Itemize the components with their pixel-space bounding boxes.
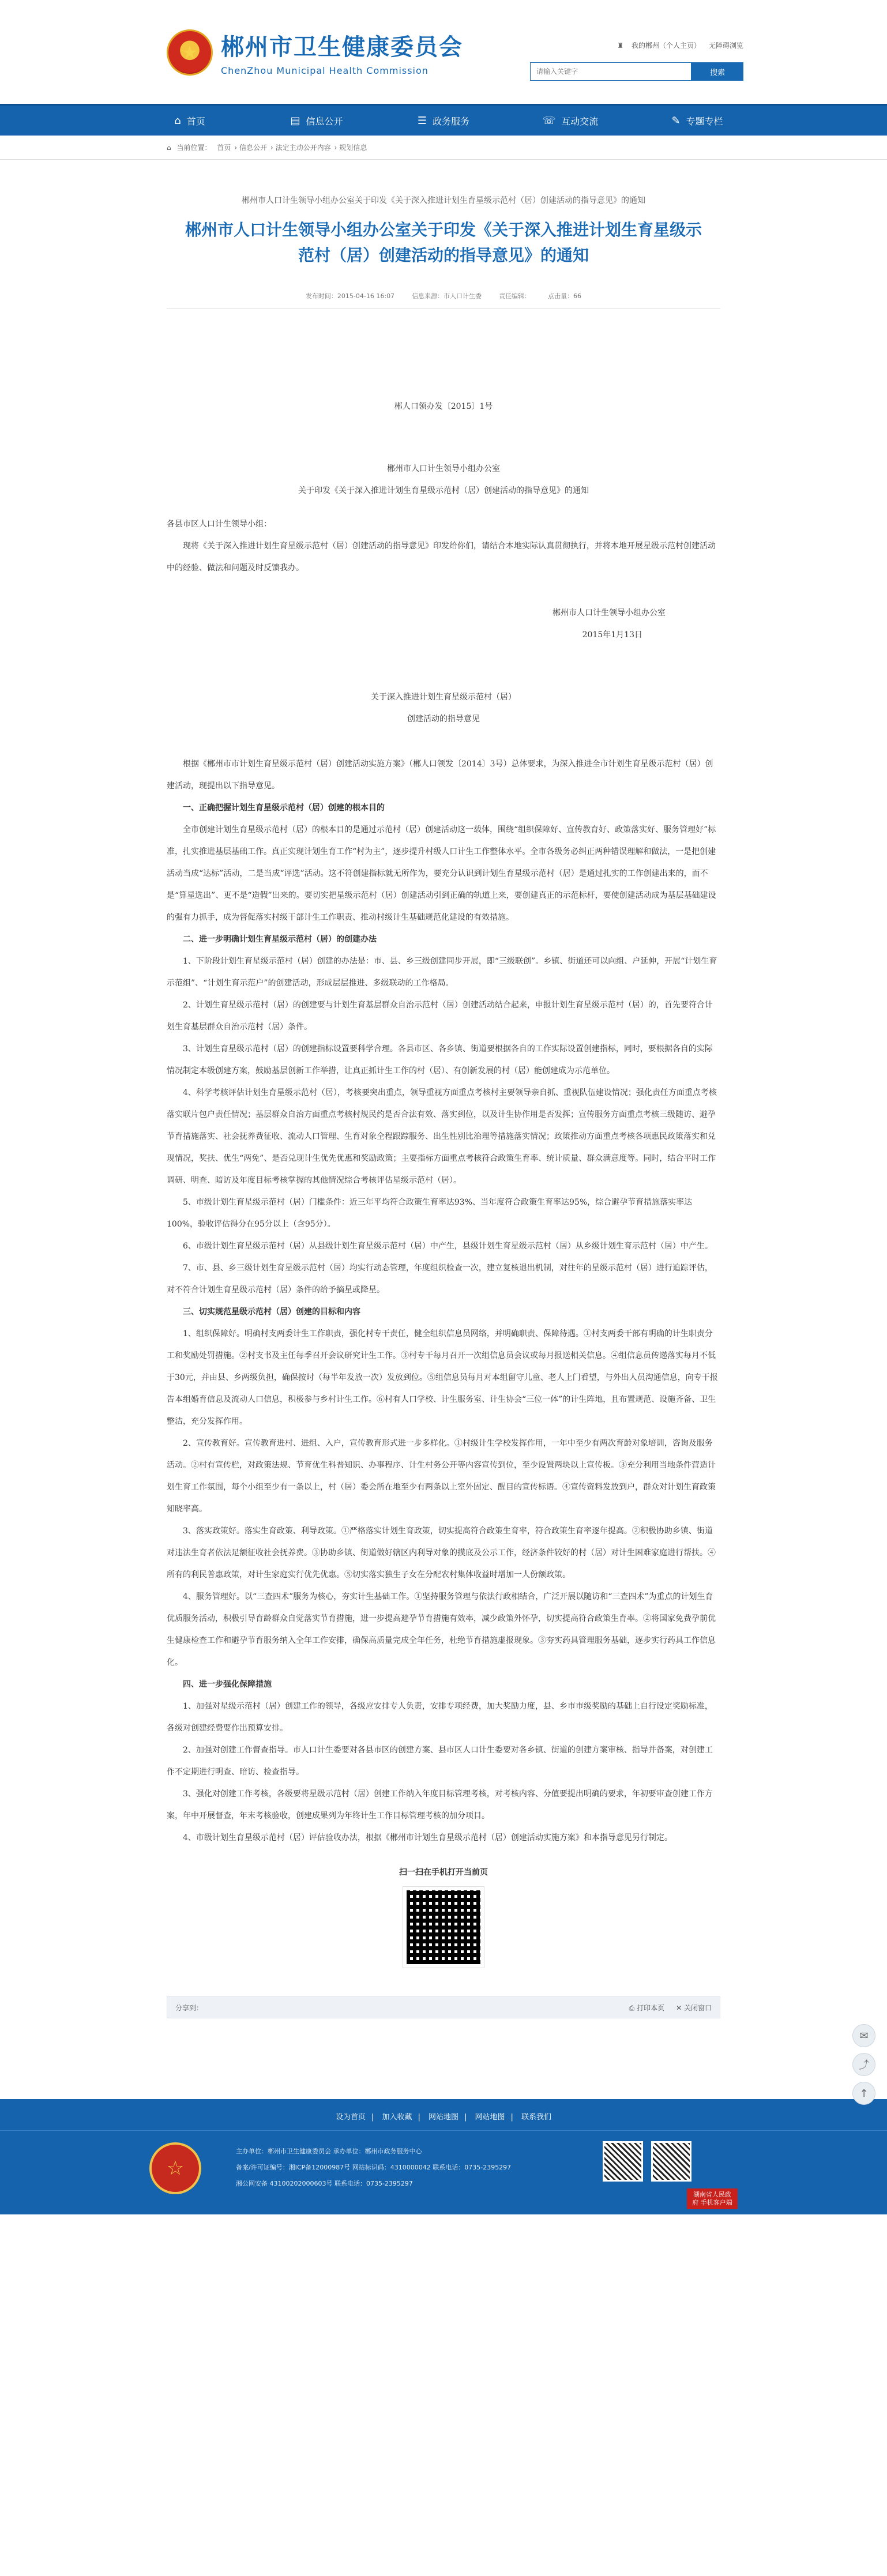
nav-gov-service[interactable]: [380, 106, 507, 136]
hunan-gov-app-badge[interactable]: 湖南省人民政府 手机客户端: [687, 2188, 738, 2209]
nav-home[interactable]: [126, 106, 253, 136]
article-title: 郴州市人口计生领导小组办公室关于印发《关于深入推进计划生育星级示范村（居）创建活动的指导意见》的通知: [185, 220, 702, 265]
footer-line-3: 湘公网安备 43100202000603号 联系电话：0735-2395297: [236, 2180, 413, 2187]
share-bar: [167, 1996, 720, 2018]
back-to-top-icon[interactable]: ↑: [852, 2082, 875, 2105]
paragraph: 1、组织保障好。明确村支两委计生工作职责，强化村专干责任，健全组织信息员网络，并明确职责、保障待遇。①村支两委干部有明确的计生职责分工和奖励处罚措施。②村支书及主任每季召开会议研究计生工作。③村专干每月召开一次组信息员会议或每月报送相关信息。④组信息员传递落实每月不低于30元，并由县、乡两级负担，确保按时（每半年发放一次）发放到位。⑤组信息员每月对本组留守儿童、老人上门看望，与外出人员沟通信息，向专干报告本组婚育信息及流动人口信息，积极参与乡村计生工作。⑥村有人口学校、计生服务室、计生协会“三位一体”的计生阵地，且布置规范、设施齐备、卫生整洁，充分发挥作用。: [167, 1329, 718, 1426]
print-label: 打印本页: [637, 2003, 665, 2012]
nav-label: 互动交流: [561, 115, 599, 127]
qr-label: 扫一扫在手机打开当前页: [399, 1868, 488, 1877]
notice-title: 关于印发《关于深入推进计划生育星级示范村（居）创建活动的指导意见》的通知: [298, 486, 589, 495]
paragraph: 4、科学考核评估计划生育星级示范村（居），考核要突出重点，领导重视方面重点考核村主要领导亲自抓、重视队伍建设情况；强化责任方面重点考核落实联片包户责任情况；基层群众自治方面重点考核村规民约是否合法有效、落实到位，以及计生协作用是否发挥；宣传服务方面重点考核三级随访、避孕节育措施落实、社会抚养费征收、流动人口管理、生育对象全程跟踪服务、出生性别比治理等措施落实情况；政策推动方面重点考核各项惠民政策落实和兑现情况，奖扶、优生“两免”、是否兑现计生优先优惠和奖励政策；主要指标方面重点考核符合政策生育率、统计质量、群众满意度等。同时，结合平时工作调研、明查、暗访及年度目标考核掌握的其他情况综合考核评估星级示范村（居）。: [167, 1088, 717, 1185]
site-search: [530, 62, 743, 81]
site-footer: [0, 2029, 887, 2214]
breadcrumb-planning[interactable]: 规划信息: [339, 144, 367, 152]
editor: 责任编辑：: [499, 292, 531, 300]
paragraph: 5、市级计划生育星级示范村（居）门槛条件：近三年平均符合政策生育率达93%、当年度符合政策生育率达95%，综合避孕节育措施落实率达100%，验收评估得分在95分以上（含95分）。: [167, 1198, 693, 1229]
sign-org: 郴州市人口计生领导小组办公室: [553, 608, 666, 618]
top-links: [617, 40, 743, 50]
nav-label: 专题专栏: [686, 115, 723, 127]
footer-link[interactable]: 联系我们: [521, 2113, 552, 2122]
site-logo[interactable]: [167, 29, 463, 76]
print-button[interactable]: ⎙ 打印本页: [629, 2003, 665, 2012]
share-icon[interactable]: ⤴: [852, 2053, 875, 2076]
paragraph: 7、市、县、乡三级计划生育星级示范村（居）均实行动态管理，年度组织检查一次，建立复核退出机制，对往年的星级示范村（居）进行追踪评估，对不符合计划生育星级示范村（居）条件的给予摘星或降星。: [167, 1263, 713, 1295]
section-heading-3: 三、切实规范星级示范村（居）创建的目标和内容: [183, 1307, 360, 1317]
section-heading-2: 二、进一步明确计划生育星级示范村（居）的创建办法: [183, 935, 377, 944]
footer-links: 设为首页 | 加入收藏 | 网站地图 | 网站地图 | 联系我们: [0, 2099, 887, 2131]
breadcrumb-home[interactable]: 首页: [217, 144, 231, 152]
national-emblem-icon: ★: [167, 29, 213, 76]
page-qr-code: [403, 1887, 484, 1968]
share-label: 分享到：: [175, 2003, 204, 2012]
breadcrumb-info[interactable]: 信息公开: [239, 144, 267, 152]
topic-icon: ✎: [671, 114, 681, 127]
close-window-button[interactable]: ✕ 关闭窗口: [676, 2003, 712, 2012]
footer-qr-code: [603, 2141, 643, 2182]
section-heading-4: 四、进一步强化保障措施: [183, 1680, 272, 1689]
article: [126, 194, 761, 1968]
home-icon: ⌂: [174, 114, 181, 127]
user-icon: ♜: [617, 41, 623, 50]
party-gov-badge-icon[interactable]: ☆: [149, 2142, 201, 2194]
addressee: 各县市区人口计生领导小组：: [167, 520, 272, 529]
issuer: 郴州市人口计生领导小组办公室: [387, 464, 500, 473]
breadcrumb: ⌂ 当前位置： 首页 › 信息公开 › 法定主动公开内容 › 规划信息: [0, 136, 887, 160]
footer-link[interactable]: 加入收藏: [382, 2113, 412, 2122]
paragraph: 2、宣传教育好。宣传教育进村、进组、入户，宣传教育形式进一步多样化。①村级计生学校发挥作用，一年中至少有两次育龄对象培训，咨询及服务活动。②村有宣传栏，对政策法规、节育优生科普知识、办事程序、计生村务公开等内容宣传到位，至少设置两块以上宣传板。③充分利用当地条件营造计划生育工作氛围，每个小组至少有一条以上，村（居）委会所在地至少有两条以上室外固定、醒目的宣传标语。④宣传资料发放到户，群众对计划生育政策知晓率高。: [167, 1439, 716, 1514]
nav-interaction[interactable]: [507, 106, 634, 136]
list-icon: ☰: [417, 114, 427, 127]
sign-date: 2015年1月13日: [582, 630, 642, 640]
close-label: 关闭窗口: [683, 2003, 712, 2012]
footer-link[interactable]: 网站地图: [428, 2113, 458, 2122]
intro-paragraph: 根据《郴州市市计划生育星级示范村（居）创建活动实施方案》（郴人口领发〔2014〕3号）总体要求，为深入推进全市计划生育星级示范村（居）创建活动，现提出以下指导意见。: [167, 759, 713, 791]
paragraph: 2、加强对创建工作督查指导。市人口计生委要对各县市区的创建方案、县市区人口计生委要对各乡镇、街道的创建方案审核、指导并备案，对创建工作不定期进行明查、暗访、检查指导。: [167, 1746, 713, 1777]
footer-line-1: 主办单位：郴州市卫生健康委员会 承办单位：郴州市政务服务中心: [236, 2148, 422, 2155]
nav-label: 首页: [186, 115, 205, 127]
footer-qr-code: [651, 2141, 691, 2182]
paragraph: 4、市级计划生育星级示范村（居）评估验收办法，根据《郴州市计划生育星级示范村（居）创建活动实施方案》和本指导意见另行制定。: [183, 1833, 672, 1842]
opinion-title-2: 创建活动的指导意见: [407, 714, 480, 724]
breadcrumb-legal[interactable]: 法定主动公开内容: [275, 144, 331, 152]
article-subtitle: 郴州市人口计生领导小组办公室关于印发《关于深入推进计划生育星级示范村（居）创建活动的指导意见》的通知: [242, 196, 645, 205]
link-personal-home[interactable]: 我的郴州（个人主页）: [631, 42, 701, 50]
footer-line-2: 备案/许可证编号：湘ICP备12000987号 网站标识码：4310000042 联系电话：0735-2395297: [236, 2164, 512, 2171]
paragraph: 3、落实政策好。落实生育政策、利导政策。①严格落实计划生育政策，切实提高符合政策生育率，符合政策生育率逐年提高。②积极协助乡镇、街道对违法生育者依法足额征收社会抚养费。③协助乡镇、街道做好辖区内利导对象的摸底及公示工作，经济条件较好的村（居）对计生困难家庭进行帮扶。④所有的利民普惠政策，对计生家庭实行优先优惠。⑤切实落实独生子女在分配农村集体收益时增加一人份额政策。: [167, 1526, 716, 1580]
footer-link[interactable]: 网站地图: [475, 2113, 505, 2122]
article-meta: [167, 291, 720, 309]
nav-info-public[interactable]: [253, 106, 380, 136]
publish-date: 发布时间：2015-04-16 16:07: [305, 292, 395, 300]
paragraph: 全市创建计划生育星级示范村（居）的根本目的是通过示范村（居）创建活动这一载体，围绕“组织保障好、宣传教育好、政策落实好、服务管理好”标准，扎实推进基层基础工作。真正实现计划生育工作“村为主”，逐步提升村级人口计生工作整体水平。全市各级务必纠正两种错误理解和做法，一是把创建活动当成“达标”活动，二是当成“评选”活动。这不符创建指标就无所作为，要充分认识到计划生育星级示范村（居）是通过扎实的工作创建出来的，而不是“算星选出”、更不是“造假”出来的。要切实把星级示范村（居）创建活动引到正确的轨道上来，要创建真正的示范标杆，要使创建活动成为基层基础建设的强有力抓手，成为督促落实村级干部计生工作职责、推动村级计生基础规范化建设的有效措施。: [167, 825, 716, 922]
paragraph: 6、市级计划生育星级示范村（居）从县级计划生育星级示范村（居）中产生，县级计划生育星级示范村（居）从乡级计划生育示范村（居）中产生。: [183, 1242, 713, 1251]
paragraph: 3、强化对创建工作考核，各级要将星级示范村（居）创建工作纳入年度目标管理考核，对考核内容、分值要提出明确的要求，年初要审查创建工作方案，年中开展督查，年末考核验收，创建成果列为年终计生工作目标管理考核的加分项目。: [167, 1789, 713, 1821]
site-name: 郴州市卫生健康委员会: [221, 34, 463, 61]
article-content: [167, 309, 720, 1849]
chat-icon: ☏: [542, 114, 556, 127]
paragraph: 4、服务管理好。以“三查四术”服务为核心，夯实计生基础工作。①坚持服务管理与依法行政相结合，广泛开展以随访和“三查四术”为重点的计划生育优质服务活动，积极引导育龄群众自觉落实节育措施，进一步提高避孕节育措施有效率，减少政策外怀孕，切实提高符合政策生育率。②将国家免费孕前优生健康检查工作和避孕节育服务纳入全年工作安排，确保高质量完成全年任务，杜绝节育措施虚报现象。③夯实药具管理服务基础，逐步实行药具工作信息化。: [167, 1592, 716, 1667]
paragraph: 3、计划生育星级示范村（居）的创建指标设置要科学合理。各县市区、各乡镇、街道要根据各自的工作实际设置创建指标，同时，要根据各自的实际情况制定本级创建方案，鼓励基层创新工作举措，让真正抓计生工作的村（居）、有创新发展的村（居）能创建成为示范单位。: [167, 1044, 713, 1075]
notice-body: 现将《关于深入推进计划生育星级示范村（居）创建活动的指导意见》印发给你们，请结合本地实际认真贯彻执行，并将本地开展星级示范村创建活动中的经验、做法和问题及时反馈我办。: [167, 541, 716, 573]
nav-label: 政务服务: [433, 115, 470, 127]
search-button[interactable]: 搜索: [691, 62, 743, 81]
site-header: [0, 0, 887, 104]
footer-qr-codes: [603, 2141, 691, 2182]
paragraph: 2、计划生育星级示范村（居）的创建要与计划生育基层群众自治示范村（居）创建活动结合起来，申报计划生育星级示范村（居）的，首先要符合计划生育基层群众自治示范村（居）条件。: [167, 1001, 713, 1032]
wechat-icon[interactable]: ✉: [852, 2024, 875, 2047]
footer-info: [236, 2143, 511, 2192]
nav-label: 信息公开: [306, 115, 343, 127]
info-source: 信息来源：市人口计生委: [412, 292, 482, 300]
opinion-title-1: 关于深入推进计划生育星级示范村（居）: [371, 693, 516, 702]
document-icon: ▤: [290, 114, 300, 127]
footer-link[interactable]: 设为首页: [335, 2113, 366, 2122]
view-count: 点击量：66: [548, 292, 582, 300]
link-accessibility[interactable]: 无障碍浏览: [708, 42, 743, 50]
paragraph: 1、下阶段计划生育星级示范村（居）创建的办法是：市、县、乡三级创建同步开展，即“三级联创”。乡镇、街道还可以向组、户延伸，开展“计划生育示范组”、“计划生育示范户”的创建活动，形成层层推进、多级联动的工作格局。: [167, 957, 717, 988]
breadcrumb-prefix: 当前位置：: [176, 144, 212, 152]
location-icon: ⌂: [167, 144, 171, 152]
nav-topics[interactable]: [634, 106, 761, 136]
paragraph: 1、加强对星级示范村（居）创建工作的领导，各级应安排专人负责，安排专项经费，加大奖励力度，县、乡市市级奖励的基础上自行设定奖励标准，各级对创建经费要作出预算安排。: [167, 1702, 713, 1733]
search-input[interactable]: [530, 62, 691, 81]
site-name-en: ChenZhou Municipal Health Commission: [221, 65, 429, 76]
float-toolbar: [852, 2024, 875, 2105]
main-nav: [0, 104, 887, 136]
section-heading-1: 一、正确把握计划生育星级示范村（居）创建的根本目的: [183, 803, 385, 813]
doc-number: 郴人口领办发〔2015〕1号: [394, 402, 493, 411]
